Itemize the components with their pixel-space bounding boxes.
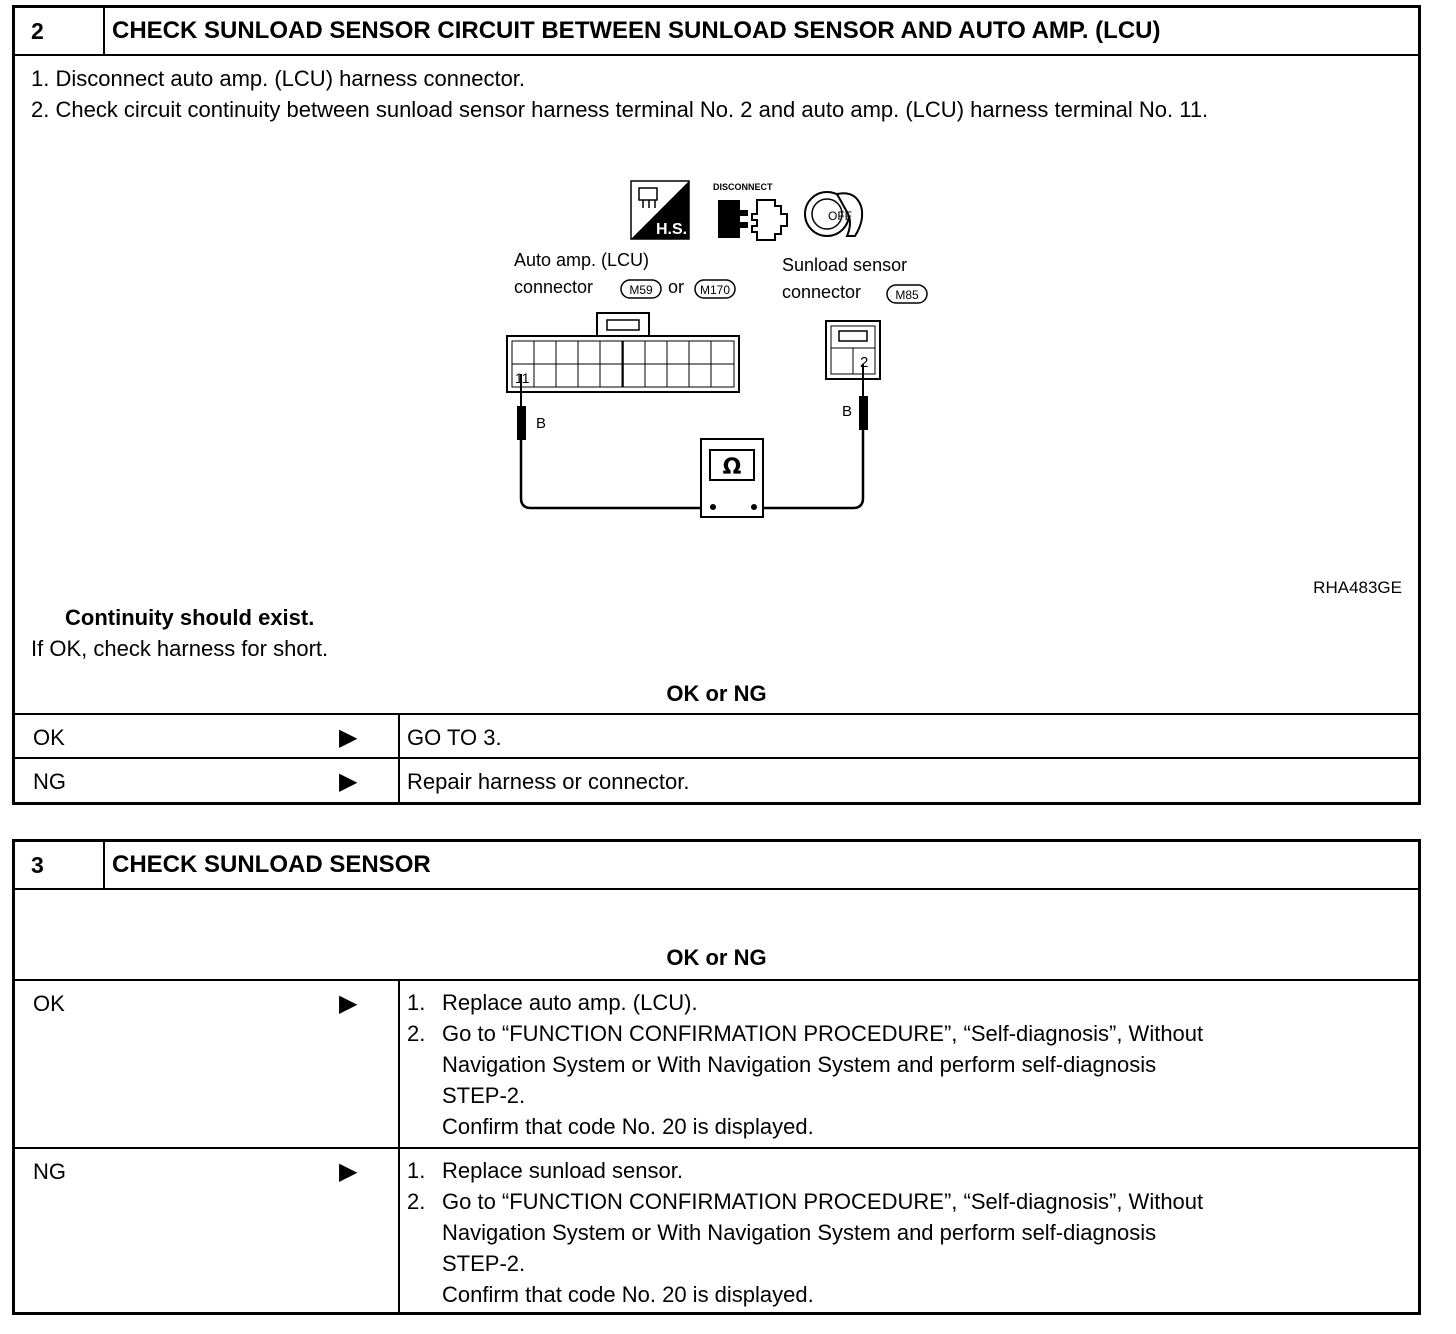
action-item-1: [407, 987, 1203, 1018]
wire-color-right: B: [842, 403, 853, 420]
result-row-ng: [15, 757, 1418, 804]
action-item-2: [407, 1018, 1203, 1049]
arrow-icon: ▶: [339, 768, 358, 795]
item-number: 2.: [407, 1021, 426, 1046]
or-label: or: [668, 277, 685, 297]
item-continuation: Navigation System or With Navigation System and perform self-diagnosis: [442, 1220, 1157, 1245]
connector-m59: M59: [629, 283, 653, 297]
item-text: Go to “FUNCTION CONFIRMATION PROCEDURE”, “Self-diagnosis”, Without: [442, 1021, 1204, 1046]
harness-side-icon: [631, 181, 689, 239]
ok-or-ng-label: OK or NG: [666, 681, 767, 706]
item-text: Go to “FUNCTION CONFIRMATION PROCEDURE”, “Self-diagnosis”, Without: [442, 1189, 1204, 1214]
arrow-icon: ▶: [339, 990, 358, 1017]
item-number: 2.: [407, 1189, 426, 1214]
auto-amp-label: Auto amp. (LCU): [514, 250, 650, 270]
instruction-1: 1. Disconnect auto amp. (LCU) harness connector.: [31, 66, 526, 91]
result-label: OK: [33, 991, 65, 1016]
step-3-block: [12, 839, 1421, 1315]
column-divider: [398, 981, 400, 1147]
arrow-icon: ▶: [339, 724, 358, 751]
arrow-icon: ▶: [339, 1158, 358, 1185]
figure-code: RHA483GE: [1313, 578, 1402, 597]
step-3-title: CHECK SUNLOAD SENSOR: [112, 851, 431, 878]
item-text: Replace sunload sensor.: [442, 1158, 683, 1183]
instruction-2: 2. Check circuit continuity between sunload sensor harness terminal No. 2 and auto amp. (LCU) harness terminal No. 11.: [31, 97, 1209, 122]
ok-or-ng-label: OK or NG: [666, 945, 767, 970]
connector-m170: M170: [699, 283, 731, 297]
off-label: OFF: [828, 209, 852, 223]
auto-amp-connector-label: connector: [514, 277, 594, 297]
ohmmeter-icon: [701, 439, 763, 517]
wire-color-left: B: [536, 415, 547, 432]
result-row-ok: [15, 713, 1418, 757]
connector-m85: M85: [895, 288, 919, 302]
disconnect-icon: [713, 182, 787, 240]
disconnect-label: DISCONNECT: [713, 182, 773, 192]
hs-label: H.S.: [656, 221, 688, 238]
result-row-ok: [15, 979, 1418, 1147]
sunload-sensor-label: Sunload sensor: [782, 255, 908, 275]
item-number: 1.: [407, 990, 426, 1015]
action-item-1: [407, 1155, 1203, 1186]
spec-text: Continuity should exist.: [65, 605, 315, 630]
column-divider: [398, 1149, 400, 1314]
result-action: GO TO 3.: [407, 725, 502, 750]
note-text: If OK, check harness for short.: [31, 636, 329, 661]
column-divider: [398, 759, 400, 804]
step-2-number: 2: [15, 8, 105, 54]
ignition-off-icon: [805, 192, 862, 236]
result-label: NG: [33, 769, 66, 794]
result-action-list: [407, 1155, 1203, 1310]
result-action-list: [407, 987, 1203, 1142]
item-number: 1.: [407, 1158, 426, 1183]
item-continuation: Navigation System or With Navigation System and perform self-diagnosis: [442, 1052, 1157, 1077]
result-row-ng: [15, 1147, 1418, 1314]
step-2-title: CHECK SUNLOAD SENSOR CIRCUIT BETWEEN SUNLOAD SENSOR AND AUTO AMP. (LCU): [112, 17, 1161, 44]
sunload-sensor-connector: [826, 321, 880, 379]
item-text: Replace auto amp. (LCU).: [442, 990, 698, 1015]
item-continuation: Confirm that code No. 20 is displayed.: [442, 1114, 814, 1139]
auto-amp-connector: [507, 313, 739, 392]
terminal-2: 2: [860, 354, 869, 371]
column-divider: [398, 715, 400, 757]
result-label: NG: [33, 1159, 66, 1184]
step-3-number: 3: [15, 842, 105, 888]
step-3-header: [15, 842, 1418, 890]
continuity-check-diagram: [15, 8, 1418, 648]
sunload-connector-label: connector: [782, 282, 862, 302]
item-continuation: STEP-2.: [442, 1251, 526, 1276]
result-label: OK: [33, 725, 65, 750]
step-2-block: [12, 5, 1421, 805]
ohm-symbol: Ω: [722, 455, 742, 480]
action-item-2: [407, 1186, 1203, 1217]
item-continuation: Confirm that code No. 20 is displayed.: [442, 1282, 814, 1307]
terminal-11: 11: [515, 370, 530, 386]
item-continuation: STEP-2.: [442, 1083, 526, 1108]
result-action: Repair harness or connector.: [407, 769, 690, 794]
